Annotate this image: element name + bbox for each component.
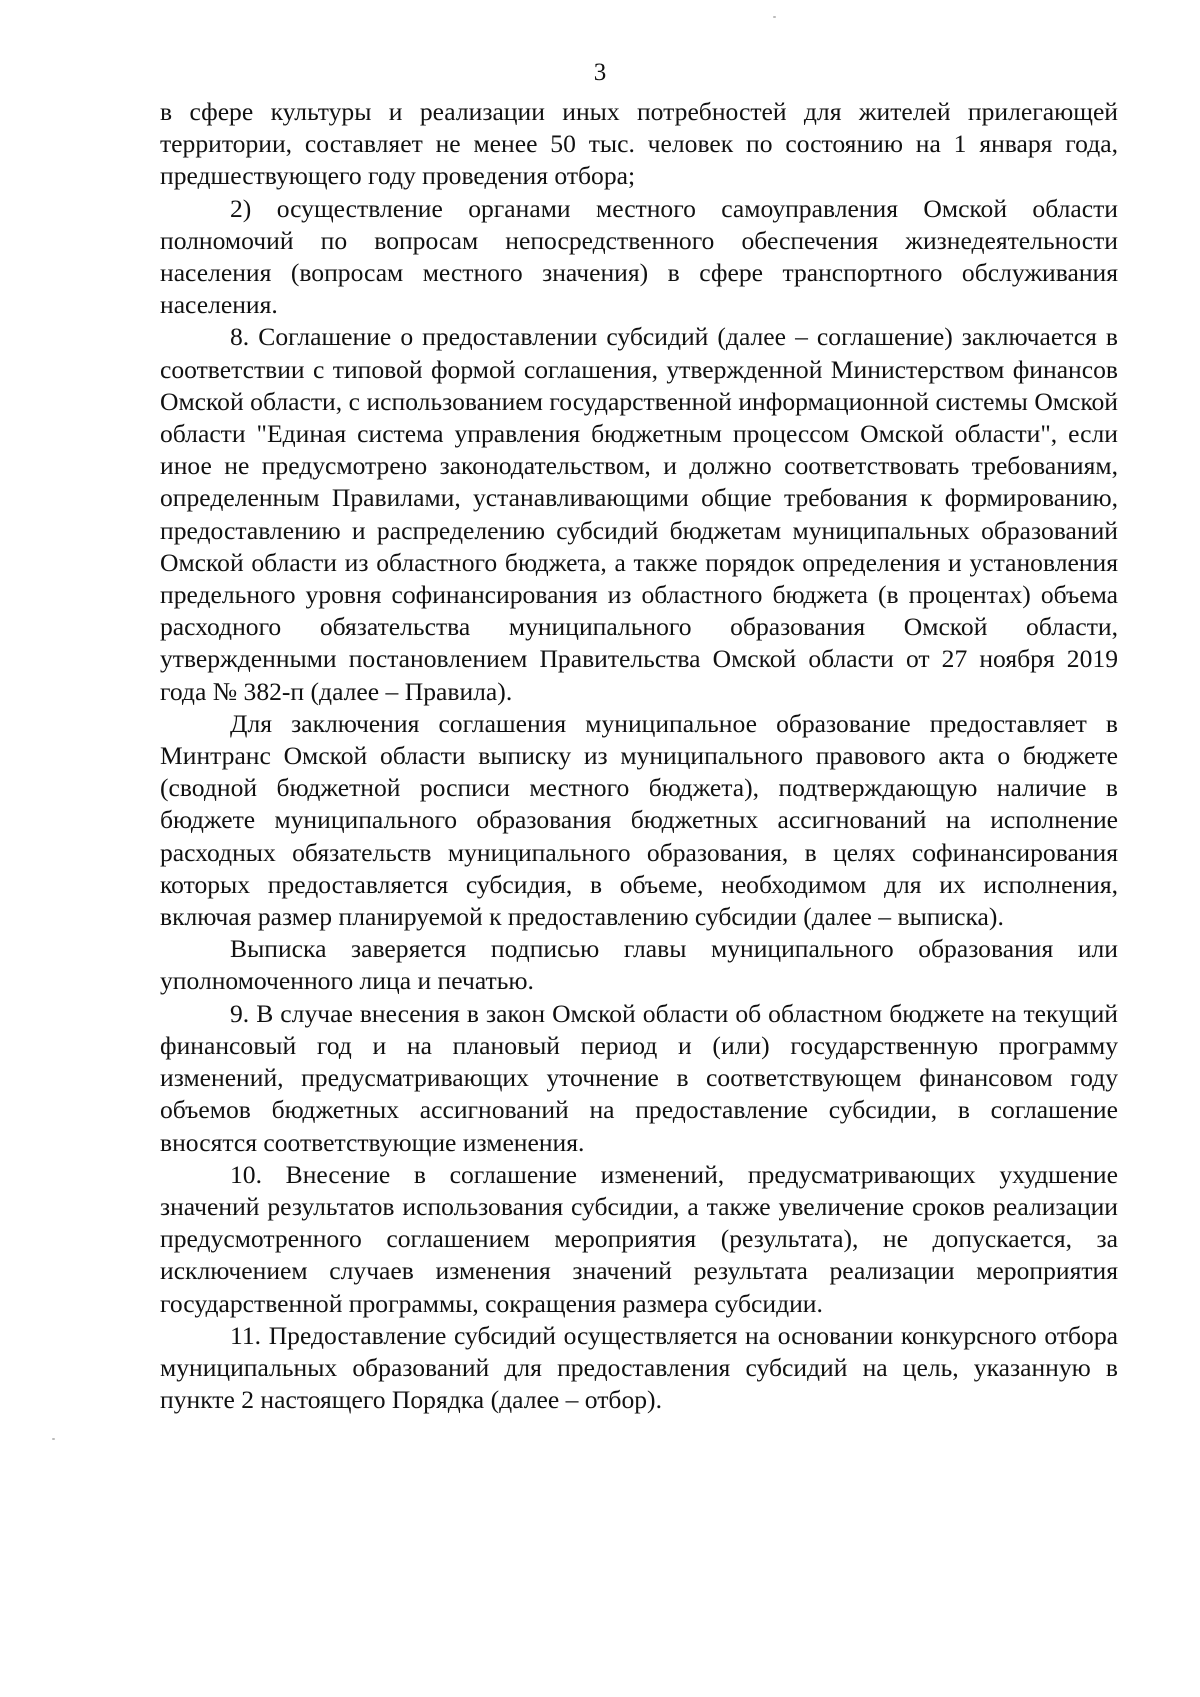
paragraph-clause-8: 8. Соглашение о предоставлении субсидий (далее – соглашение) заключается в соответствии с типовой формой соглашения, утвержденной Министерством финансов Омской области, с использованием государственной информационной системы Омской области "Единая система управления бюджетным процессом Омской области", если иное не предусмотрено законодательством, и должно соответствовать требованиям, определенным Правилами, устанавливающими общие требования к формированию, предоставлению и распределению субсидий бюджетам муниципальных образований Омской области из областного бюджета, а также порядок определения и установления предельного уровня софинансирования из областного бюджета (в процентах) объема расходного обязательства муниципального образования Омской области, утвержденными постановлением Правительства Омской области от 27 ноября 2019 года № 382-п (далее – Правила). (160, 322, 1118, 706)
paragraph-item-2: 2) осуществление органами местного самоуправления Омской области полномочий по вопросам непосредственного обеспечения жизнедеятельности населения (вопросам местного значения) в сфере транспортного обслуживания населения. (160, 193, 1118, 320)
paragraph-clause-11: 11. Предоставление субсидий осуществляется на основании конкурсного отбора муниципальных образований для предоставления субсидий на цель, указанную в пункте 2 настоящего Порядка (далее – отбор). (160, 1320, 1118, 1415)
paragraph-clause-9: 9. В случае внесения в закон Омской области об областном бюджете на текущий финансовый год и на плановый период и (или) государственную программу изменений, предусматривающих уточнение в соответствующем финансовом году объемов бюджетных ассигнований на предоставление субсидии, в соглашение вносятся соответствующие изменения. (160, 998, 1118, 1157)
paragraph-continuation: в сфере культуры и реализации иных потребностей для жителей прилегающей территории, составляет не менее 50 тыс. человек по состоянию на 1 января года, предшествующего году проведения отбора; (160, 97, 1118, 191)
paragraph-agreement-conclusion: Для заключения соглашения муниципальное образование предоставляет в Минтранс Омской области выписку из муниципального правового акта о бюджете (сводной бюджетной росписи местного бюджета), подтверждающую наличие в бюджете муниципального образования бюджетных ассигнований на исполнение расходных обязательств муниципального образования, в целях софинансирования которых предоставляется субсидия, в объеме, необходимом для их исполнения, включая размер планируемой к предоставлению субсидии (далее – выписка). (160, 708, 1118, 932)
page-number: 3 (593, 59, 607, 86)
scan-speck (52, 1438, 55, 1440)
document-body (160, 96, 1118, 1416)
scan-speck (773, 16, 776, 18)
paragraph-clause-10: 10. Внесение в соглашение изменений, предусматривающих ухудшение значений результатов использования субсидии, а также увеличение сроков реализации предусмотренного соглашением мероприятия (результата), не допускается, за исключением случаев изменения значений результата реализации мероприятия государственной программы, сокращения размера субсидии. (160, 1159, 1118, 1318)
paragraph-extract-certification: Выписка заверяется подписью главы муниципального образования или уполномоченного лица и печатью. (160, 934, 1118, 996)
